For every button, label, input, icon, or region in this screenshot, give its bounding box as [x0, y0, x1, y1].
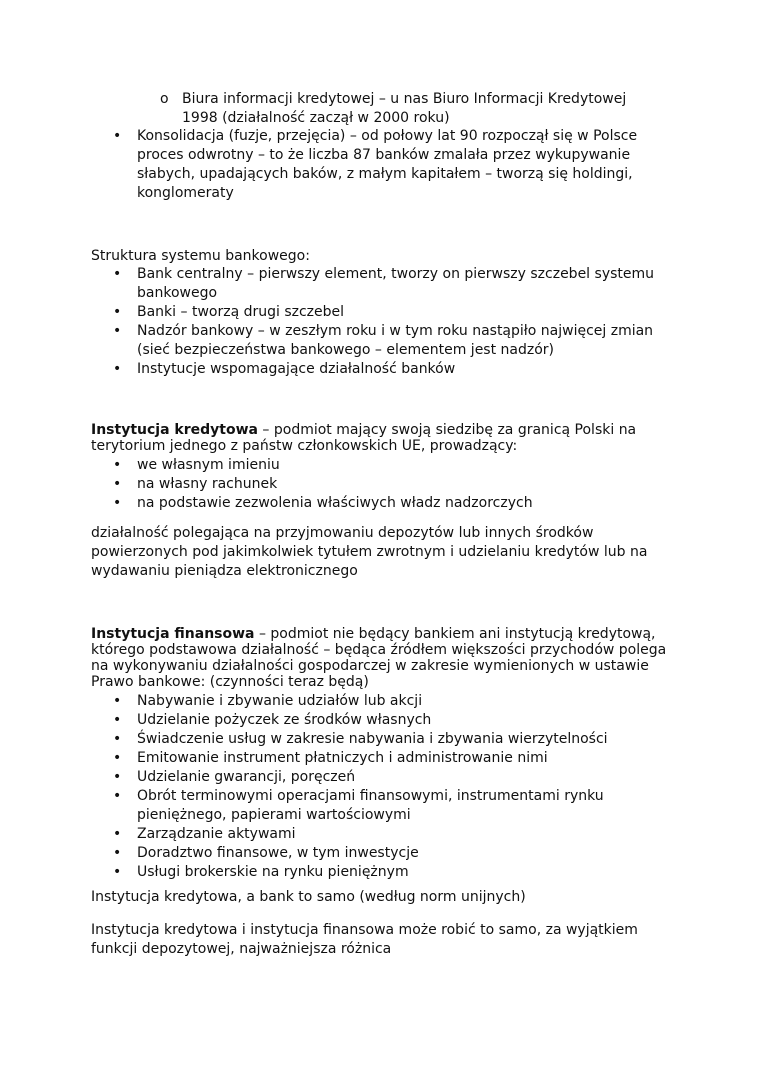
- list-item: • Usługi brokerskie na rynku pieniężnym: [91, 863, 676, 882]
- list-item: • Bank centralny – pierwszy element, tworzy on pierwszy szczebel systemu bankowego: [91, 265, 676, 303]
- list-item-consolidation: • Konsolidacja (fuzje, przejęcia) – od połowy lat 90 rozpoczął się w Polsce proces odwrotny – to że liczba 87 banków zmalała przez wykupywanie słabych, upadających baków, z małym kapitałem – tworzą się holdingi, konglomeraty: [91, 127, 676, 203]
- financial-institution-definition-text: – podmiot nie będący bankiem ani instytucją kredytową, którego podstawowa działalność – będąca źródłem większości przychodów polega na wykonywaniu działalności gospodarczej w zakresie wymienionych w ustawie Prawo bankowe: (czynności teraz będą): [91, 626, 667, 690]
- credit-institution-list: [91, 456, 676, 513]
- list-item: • we własnym imieniu: [91, 456, 676, 475]
- credit-institution-definition: [91, 422, 676, 454]
- list-item: • na własny rachunek: [91, 475, 676, 494]
- list-item: • Doradztwo finansowe, w tym inwestycje: [91, 844, 676, 863]
- list-item: • na podstawie zezwolenia właściwych władz nadzorczych: [91, 494, 676, 513]
- list-item: • Banki – tworzą drugi szczebel: [91, 303, 676, 322]
- list-item: • Zarządzanie aktywami: [91, 825, 676, 844]
- list-item: • Świadczenie usług w zakresie nabywania i zbywania wierzytelności: [91, 730, 676, 749]
- financial-institution-term: Instytucja finansowa: [91, 626, 255, 642]
- list-item: • Nadzór bankowy – w zeszłym roku i w tym roku nastąpiło najwięcej zmian (sieć bezpieczeństwa bankowego – elementem jest nadzór): [91, 322, 676, 360]
- sub-list-item: o Biura informacji kredytowej – u nas Biuro Informacji Kredytowej 1998 (działalność zaczął w 2000 roku): [160, 90, 640, 128]
- sub-list-continued: [160, 90, 640, 128]
- consolidation-list: [91, 127, 676, 203]
- list-item: • Obrót terminowymi operacjami finansowymi, instrumentami rynku pieniężnego, papierami wartościowymi: [91, 787, 676, 825]
- structure-list: [91, 265, 676, 379]
- list-item: • Udzielanie gwarancji, poręczeń: [91, 768, 676, 787]
- financial-institution-definition: [91, 626, 676, 690]
- financial-institution-list: [91, 692, 676, 882]
- list-item: • Emitowanie instrument płatniczych i administrowanie nimi: [91, 749, 676, 768]
- structure-heading: Struktura systemu bankowego:: [91, 248, 310, 264]
- list-item: • Instytucje wspomagające działalność banków: [91, 360, 676, 379]
- list-item: • Nabywanie i zbywanie udziałów lub akcji: [91, 692, 676, 711]
- credit-institution-definition-text: – podmiot mający swoją siedzibę za granicą Polski na terytorium jednego z państw członkowskich UE, prowadzący:: [91, 422, 637, 454]
- credit-institution-term: Instytucja kredytowa: [91, 422, 258, 438]
- credit-institution-activity: działalność polegająca na przyjmowaniu depozytów lub innych środków powierzonych pod jakimkolwiek tytułem zwrotnym i udzielaniu kredytów lub na wydawaniu pieniądza elektronicznego: [91, 525, 648, 579]
- closing-note: Instytucja kredytowa i instytucja finansowa może robić to samo, za wyjątkiem funkcji depozytowej, najważniejsza różnica: [91, 922, 638, 957]
- list-item: • Udzielanie pożyczek ze środków własnych: [91, 711, 676, 730]
- closing-note: Instytucja kredytowa, a bank to samo (według norm unijnych): [91, 889, 526, 905]
